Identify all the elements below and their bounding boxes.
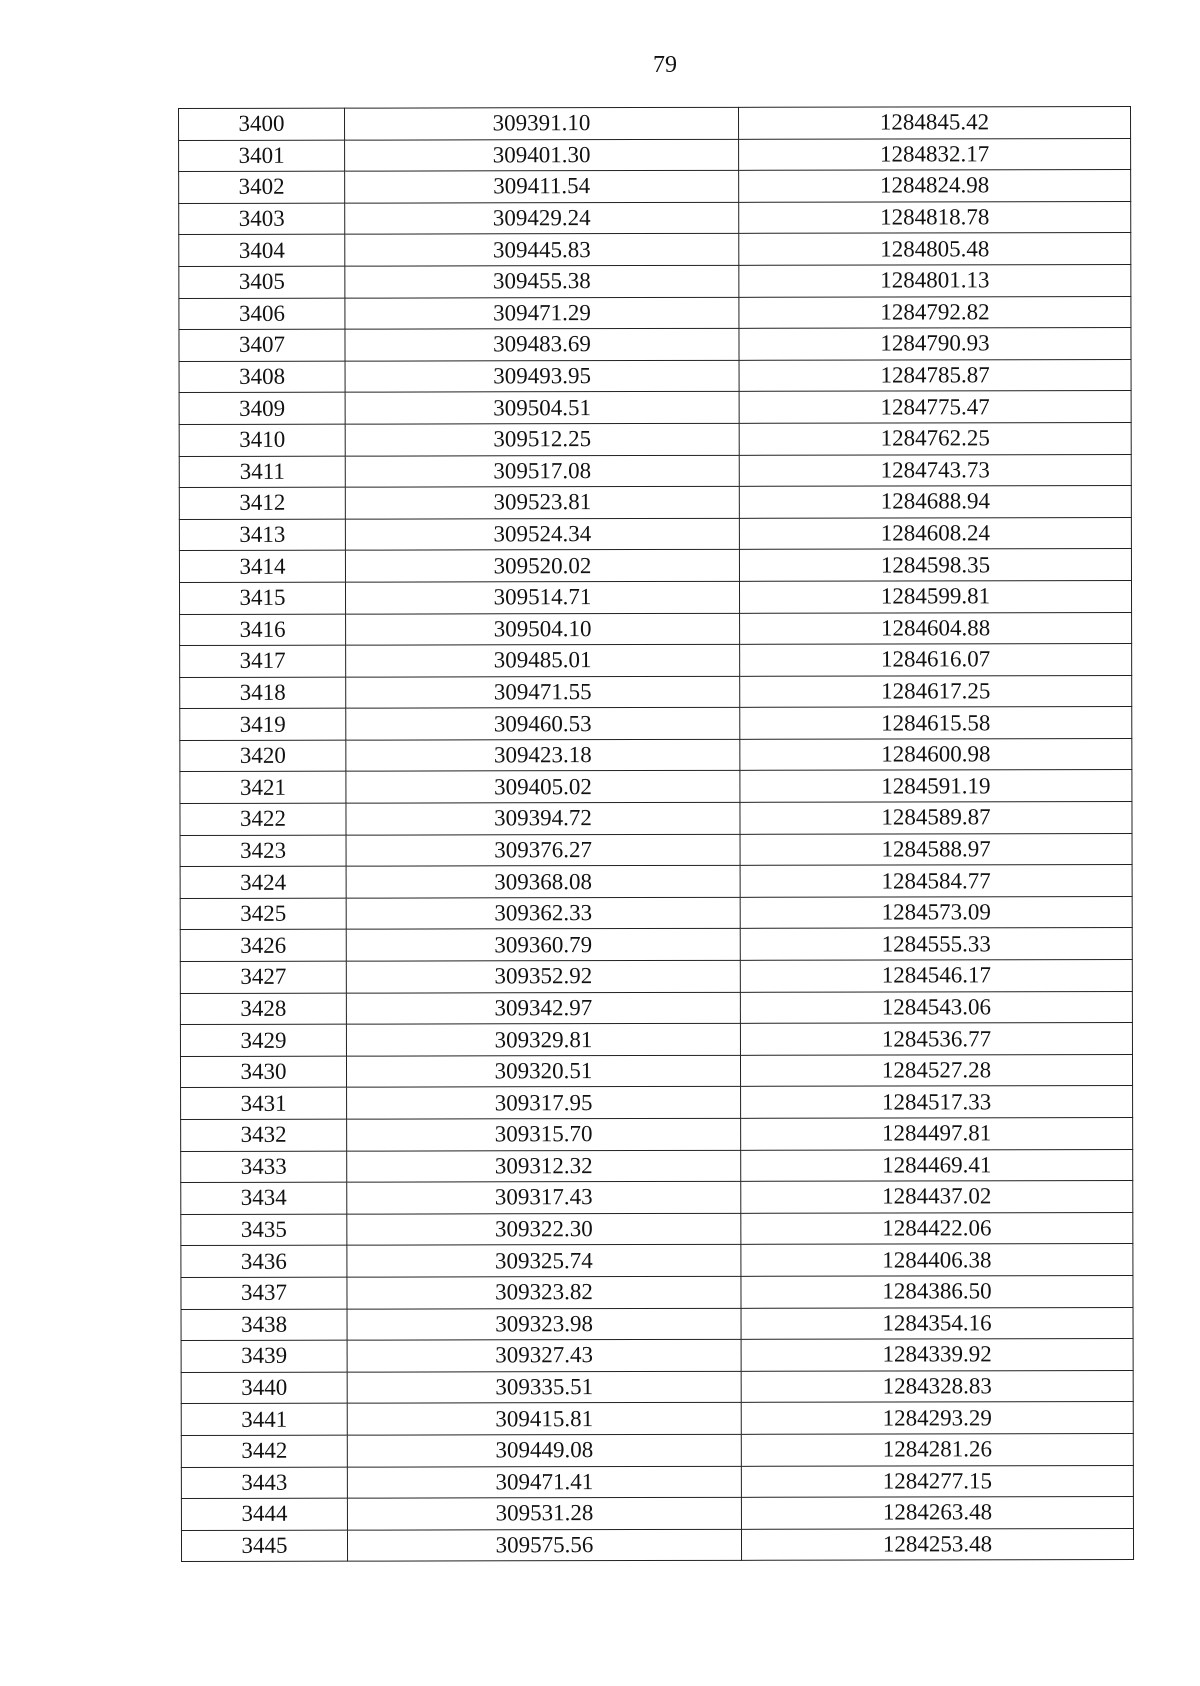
y-coordinate-cell: 1284792.82 (739, 296, 1131, 328)
table-row (180, 802, 1132, 836)
y-coordinate-cell: 1284589.87 (740, 802, 1132, 834)
y-coordinate-cell: 1284762.25 (739, 422, 1131, 454)
coordinates-table (178, 106, 1134, 1562)
point-id-cell: 3430 (180, 1056, 346, 1088)
point-id-cell: 3443 (181, 1467, 347, 1499)
point-id-cell: 3400 (179, 108, 345, 140)
y-coordinate-cell: 1284354.16 (741, 1307, 1133, 1339)
table-row (181, 1339, 1133, 1373)
x-coordinate-cell: 309504.51 (345, 392, 739, 424)
x-coordinate-cell: 309329.81 (346, 1024, 740, 1056)
point-id-cell: 3401 (179, 140, 345, 172)
table-row (179, 454, 1131, 488)
table-row (179, 233, 1131, 267)
y-coordinate-cell: 1284775.47 (739, 391, 1131, 423)
point-id-cell: 3418 (180, 677, 346, 709)
x-coordinate-cell: 309342.97 (346, 992, 740, 1024)
point-id-cell: 3444 (181, 1498, 347, 1530)
y-coordinate-cell: 1284277.15 (741, 1465, 1133, 1497)
point-id-cell: 3405 (179, 266, 345, 298)
table-row (180, 1023, 1132, 1057)
point-id-cell: 3436 (181, 1246, 347, 1278)
table-row (180, 675, 1132, 709)
point-id-cell: 3420 (180, 740, 346, 772)
y-coordinate-cell: 1284543.06 (740, 991, 1132, 1023)
table-row (179, 422, 1131, 456)
point-id-cell: 3440 (181, 1372, 347, 1404)
point-id-cell: 3414 (179, 550, 345, 582)
point-id-cell: 3428 (180, 993, 346, 1025)
table-row (181, 1370, 1133, 1404)
point-id-cell: 3432 (181, 1119, 347, 1151)
x-coordinate-cell: 309455.38 (345, 265, 739, 297)
table-row (181, 1149, 1133, 1183)
point-id-cell: 3411 (179, 456, 345, 488)
table-row (179, 486, 1131, 520)
x-coordinate-cell: 309520.02 (345, 550, 739, 582)
x-coordinate-cell: 309471.29 (345, 297, 739, 329)
x-coordinate-cell: 309317.95 (347, 1087, 741, 1119)
y-coordinate-cell: 1284573.09 (740, 896, 1132, 928)
table-row (181, 1244, 1133, 1278)
point-id-cell: 3442 (181, 1435, 347, 1467)
table-row (180, 1054, 1132, 1088)
table-row (179, 170, 1131, 204)
table-row (180, 928, 1132, 962)
y-coordinate-cell: 1284546.17 (740, 960, 1132, 992)
y-coordinate-cell: 1284584.77 (740, 865, 1132, 897)
x-coordinate-cell: 309512.25 (345, 423, 739, 455)
x-coordinate-cell: 309360.79 (346, 929, 740, 961)
table-row (181, 1528, 1133, 1562)
y-coordinate-cell: 1284785.87 (739, 359, 1131, 391)
y-coordinate-cell: 1284599.81 (739, 580, 1131, 612)
table-row (179, 580, 1131, 614)
coordinates-table-body (179, 107, 1134, 1562)
x-coordinate-cell: 309315.70 (347, 1118, 741, 1150)
point-id-cell: 3433 (181, 1151, 347, 1183)
y-coordinate-cell: 1284591.19 (740, 770, 1132, 802)
table-row (181, 1402, 1133, 1436)
point-id-cell: 3445 (181, 1530, 347, 1562)
y-coordinate-cell: 1284328.83 (741, 1370, 1133, 1402)
x-coordinate-cell: 309323.98 (347, 1308, 741, 1340)
x-coordinate-cell: 309514.71 (345, 581, 739, 613)
x-coordinate-cell: 309376.27 (346, 834, 740, 866)
table-row (179, 107, 1131, 141)
table-row (179, 264, 1131, 298)
point-id-cell: 3429 (180, 1024, 346, 1056)
point-id-cell: 3417 (180, 645, 346, 677)
table-row (181, 1181, 1133, 1215)
y-coordinate-cell: 1284845.42 (738, 107, 1130, 139)
point-id-cell: 3424 (180, 866, 346, 898)
table-row (179, 328, 1131, 362)
table-row (180, 960, 1132, 994)
x-coordinate-cell: 309394.72 (346, 802, 740, 834)
y-coordinate-cell: 1284386.50 (741, 1275, 1133, 1307)
x-coordinate-cell: 309335.51 (347, 1371, 741, 1403)
x-coordinate-cell: 309483.69 (345, 328, 739, 360)
y-coordinate-cell: 1284437.02 (741, 1181, 1133, 1213)
x-coordinate-cell: 309320.51 (346, 1055, 740, 1087)
y-coordinate-cell: 1284536.77 (740, 1023, 1132, 1055)
y-coordinate-cell: 1284600.98 (740, 738, 1132, 770)
table-row (180, 896, 1132, 930)
x-coordinate-cell: 309325.74 (347, 1245, 741, 1277)
y-coordinate-cell: 1284422.06 (741, 1212, 1133, 1244)
y-coordinate-cell: 1284805.48 (739, 233, 1131, 265)
y-coordinate-cell: 1284588.97 (740, 833, 1132, 865)
y-coordinate-cell: 1284790.93 (739, 328, 1131, 360)
y-coordinate-cell: 1284743.73 (739, 454, 1131, 486)
y-coordinate-cell: 1284527.28 (740, 1054, 1132, 1086)
point-id-cell: 3421 (180, 772, 346, 804)
x-coordinate-cell: 309471.41 (347, 1466, 741, 1498)
x-coordinate-cell: 309524.34 (345, 518, 739, 550)
point-id-cell: 3431 (181, 1088, 347, 1120)
point-id-cell: 3435 (181, 1214, 347, 1246)
point-id-cell: 3410 (179, 424, 345, 456)
x-coordinate-cell: 309460.53 (346, 708, 740, 740)
x-coordinate-cell: 309362.33 (346, 897, 740, 929)
point-id-cell: 3437 (181, 1277, 347, 1309)
table-row (181, 1275, 1133, 1309)
point-id-cell: 3409 (179, 392, 345, 424)
y-coordinate-cell: 1284617.25 (740, 675, 1132, 707)
y-coordinate-cell: 1284339.92 (741, 1339, 1133, 1371)
point-id-cell: 3427 (180, 961, 346, 993)
table-row (181, 1433, 1133, 1467)
point-id-cell: 3407 (179, 329, 345, 361)
point-id-cell: 3438 (181, 1309, 347, 1341)
y-coordinate-cell: 1284281.26 (741, 1433, 1133, 1465)
x-coordinate-cell: 309493.95 (345, 360, 739, 392)
y-coordinate-cell: 1284616.07 (740, 644, 1132, 676)
y-coordinate-cell: 1284469.41 (741, 1149, 1133, 1181)
table-row (179, 201, 1131, 235)
y-coordinate-cell: 1284253.48 (741, 1528, 1133, 1560)
point-id-cell: 3412 (179, 487, 345, 519)
y-coordinate-cell: 1284598.35 (739, 549, 1131, 581)
y-coordinate-cell: 1284818.78 (739, 201, 1131, 233)
y-coordinate-cell: 1284688.94 (739, 486, 1131, 518)
point-id-cell: 3426 (180, 930, 346, 962)
x-coordinate-cell: 309531.28 (347, 1497, 741, 1529)
x-coordinate-cell: 309415.81 (347, 1403, 741, 1435)
table-row (180, 612, 1132, 646)
y-coordinate-cell: 1284517.33 (741, 1086, 1133, 1118)
y-coordinate-cell: 1284263.48 (741, 1497, 1133, 1529)
point-id-cell: 3408 (179, 361, 345, 393)
point-id-cell: 3406 (179, 298, 345, 330)
x-coordinate-cell: 309312.32 (347, 1150, 741, 1182)
point-id-cell: 3434 (181, 1182, 347, 1214)
point-id-cell: 3441 (181, 1403, 347, 1435)
table-row (180, 707, 1132, 741)
x-coordinate-cell: 309411.54 (345, 171, 739, 203)
x-coordinate-cell: 309423.18 (346, 739, 740, 771)
point-id-cell: 3425 (180, 898, 346, 930)
table-row (180, 770, 1132, 804)
y-coordinate-cell: 1284801.13 (739, 264, 1131, 296)
table-row (180, 865, 1132, 899)
x-coordinate-cell: 309517.08 (345, 455, 739, 487)
x-coordinate-cell: 309327.43 (347, 1339, 741, 1371)
point-id-cell: 3423 (180, 835, 346, 867)
table-row (180, 644, 1132, 678)
table-row (179, 296, 1131, 330)
table-row (179, 359, 1131, 393)
x-coordinate-cell: 309445.83 (345, 234, 739, 266)
x-coordinate-cell: 309405.02 (346, 771, 740, 803)
x-coordinate-cell: 309471.55 (346, 676, 740, 708)
table-row (181, 1497, 1133, 1531)
table-row (180, 738, 1132, 772)
table-row (179, 549, 1131, 583)
y-coordinate-cell: 1284497.81 (741, 1118, 1133, 1150)
y-coordinate-cell: 1284832.17 (739, 138, 1131, 170)
point-id-cell: 3422 (180, 803, 346, 835)
y-coordinate-cell: 1284615.58 (740, 707, 1132, 739)
table-row (179, 138, 1131, 172)
x-coordinate-cell: 309504.10 (346, 613, 740, 645)
point-id-cell: 3415 (179, 582, 345, 614)
table-row (180, 991, 1132, 1025)
x-coordinate-cell: 309449.08 (347, 1434, 741, 1466)
point-id-cell: 3413 (179, 519, 345, 551)
point-id-cell: 3403 (179, 203, 345, 235)
x-coordinate-cell: 309323.82 (347, 1276, 741, 1308)
x-coordinate-cell: 309429.24 (345, 202, 739, 234)
table-row (179, 391, 1131, 425)
table-row (181, 1086, 1133, 1120)
x-coordinate-cell: 309391.10 (345, 107, 739, 139)
table-row (181, 1212, 1133, 1246)
y-coordinate-cell: 1284824.98 (739, 170, 1131, 202)
x-coordinate-cell: 309401.30 (345, 139, 739, 171)
point-id-cell: 3419 (180, 708, 346, 740)
table-row (181, 1307, 1133, 1341)
x-coordinate-cell: 309352.92 (346, 960, 740, 992)
x-coordinate-cell: 309368.08 (346, 866, 740, 898)
point-id-cell: 3404 (179, 235, 345, 267)
point-id-cell: 3439 (181, 1340, 347, 1372)
x-coordinate-cell: 309575.56 (347, 1529, 741, 1561)
table-row (180, 833, 1132, 867)
point-id-cell: 3402 (179, 171, 345, 203)
page-number: 79 (653, 52, 677, 78)
y-coordinate-cell: 1284608.24 (739, 517, 1131, 549)
x-coordinate-cell: 309485.01 (346, 644, 740, 676)
x-coordinate-cell: 309322.30 (347, 1213, 741, 1245)
table-row (181, 1118, 1133, 1152)
table-row (181, 1465, 1133, 1499)
x-coordinate-cell: 309317.43 (347, 1182, 741, 1214)
y-coordinate-cell: 1284555.33 (740, 928, 1132, 960)
table-row (179, 517, 1131, 551)
y-coordinate-cell: 1284604.88 (740, 612, 1132, 644)
y-coordinate-cell: 1284406.38 (741, 1244, 1133, 1276)
y-coordinate-cell: 1284293.29 (741, 1402, 1133, 1434)
x-coordinate-cell: 309523.81 (345, 486, 739, 518)
point-id-cell: 3416 (180, 614, 346, 646)
